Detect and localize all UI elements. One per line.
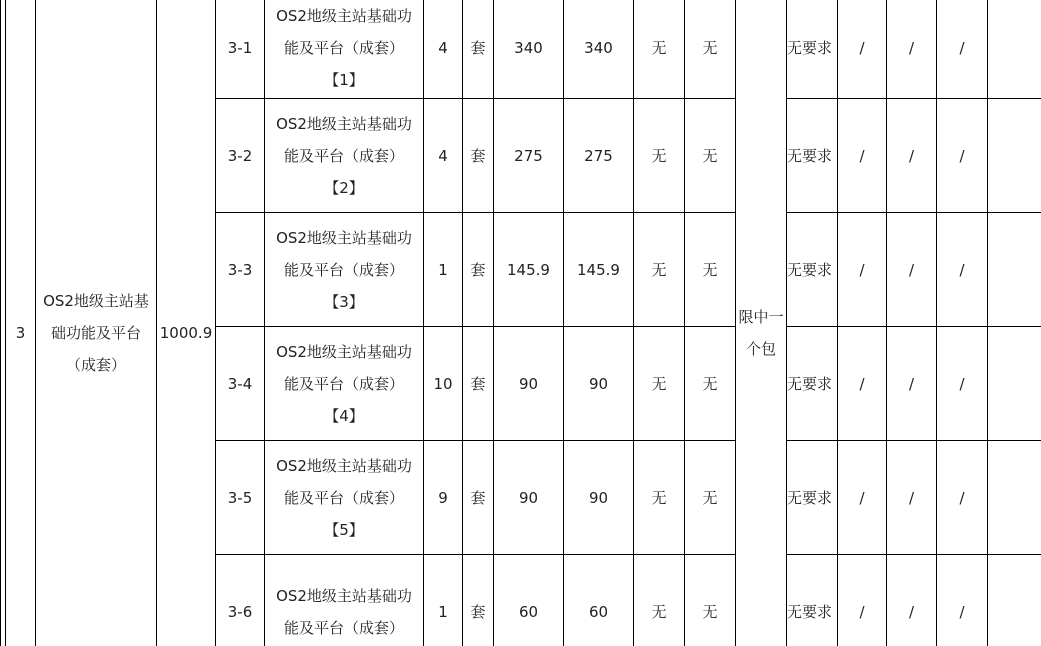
item-name-cell-line: 能及平台（成套） xyxy=(283,374,404,393)
col-a-cell: 无 xyxy=(634,555,685,646)
col-a-cell: 无 xyxy=(634,327,685,441)
slash-cell-1: / xyxy=(838,441,887,555)
item-name-cell-line: 【5】 xyxy=(324,520,364,539)
col-b-cell: 无 xyxy=(685,99,736,213)
total-price-cell: 145.9 xyxy=(564,213,634,327)
slash-cell-3: / xyxy=(937,99,988,213)
requirement-cell: 无要求 xyxy=(787,213,838,327)
empty-cell xyxy=(988,441,1041,555)
item-name-cell-line: OS2地级主站基础功 xyxy=(276,342,412,361)
item-name-cell-line: 【2】 xyxy=(324,178,364,197)
total-price-cell: 60 xyxy=(564,555,634,646)
requirement-cell: 无要求 xyxy=(787,555,838,646)
group-name-cell-line: OS2地级主站基 xyxy=(43,291,149,310)
unit-cell: 套 xyxy=(463,0,494,99)
slash-cell-1: / xyxy=(838,555,887,646)
item-name-cell xyxy=(265,327,424,441)
quantity-cell: 1 xyxy=(424,555,463,646)
package-limit-cell-line: 限中一 xyxy=(738,307,784,326)
slash-cell-3: / xyxy=(937,441,988,555)
slash-cell-2: / xyxy=(887,555,937,646)
group-index-cell: 3 xyxy=(6,0,36,646)
col-a-cell: 无 xyxy=(634,441,685,555)
quantity-cell: 4 xyxy=(424,0,463,99)
slash-cell-3: / xyxy=(937,0,988,99)
row-id-cell: 3-4 xyxy=(216,327,265,441)
col-b-cell: 无 xyxy=(685,327,736,441)
group-name-cell-line: 础功能及平台 xyxy=(50,323,141,342)
item-name-cell-line: OS2地级主站基础功 xyxy=(276,228,412,247)
item-name-cell-line: OS2地级主站基础功 xyxy=(276,456,412,475)
unit-price-cell: 60 xyxy=(494,555,564,646)
item-name-cell-line: 能及平台（成套） xyxy=(283,146,404,165)
empty-cell xyxy=(988,99,1041,213)
slash-cell-2: / xyxy=(887,327,937,441)
total-price-cell: 340 xyxy=(564,0,634,99)
unit-price-cell: 145.9 xyxy=(494,213,564,327)
item-name-cell-line: 能及平台（成套） xyxy=(283,260,404,279)
quantity-cell: 9 xyxy=(424,441,463,555)
unit-price-cell: 275 xyxy=(494,99,564,213)
unit-price-cell: 90 xyxy=(494,441,564,555)
col-b-cell: 无 xyxy=(685,213,736,327)
unit-cell: 套 xyxy=(463,327,494,441)
total-price-cell: 90 xyxy=(564,327,634,441)
item-name-cell xyxy=(265,99,424,213)
item-name-cell-line: 能及平台（成套） xyxy=(283,488,404,507)
slash-cell-3: / xyxy=(937,555,988,646)
quantity-cell: 1 xyxy=(424,213,463,327)
item-name-cell xyxy=(265,555,424,646)
item-name-cell-line: 能及平台（成套） xyxy=(283,38,404,57)
table-row xyxy=(1,0,1041,99)
row-id-cell: 3-2 xyxy=(216,99,265,213)
requirement-cell: 无要求 xyxy=(787,99,838,213)
unit-cell: 套 xyxy=(463,441,494,555)
item-name-cell xyxy=(265,441,424,555)
total-price-cell: 275 xyxy=(564,99,634,213)
item-name-cell xyxy=(265,213,424,327)
empty-cell xyxy=(988,327,1041,441)
item-name-cell-line: 【3】 xyxy=(324,292,364,311)
slash-cell-1: / xyxy=(838,99,887,213)
unit-cell: 套 xyxy=(463,99,494,213)
slash-cell-1: / xyxy=(838,0,887,99)
col-a-cell: 无 xyxy=(634,0,685,99)
requirement-cell: 无要求 xyxy=(787,327,838,441)
row-id-cell: 3-1 xyxy=(216,0,265,99)
empty-cell xyxy=(988,555,1041,646)
group-name-cell-line: （成套） xyxy=(65,355,126,374)
slash-cell-3: / xyxy=(937,213,988,327)
col-b-cell: 无 xyxy=(685,0,736,99)
item-name-cell-line: 能及平台（成套） xyxy=(283,618,404,637)
package-limit-cell-line: 个包 xyxy=(745,339,776,358)
group-budget-cell: 1000.9 xyxy=(157,0,216,646)
requirement-cell: 无要求 xyxy=(787,0,838,99)
item-name-cell-line: OS2地级主站基础功 xyxy=(276,586,412,605)
group-name-cell xyxy=(36,0,157,646)
empty-cell xyxy=(988,0,1041,99)
package-limit-cell xyxy=(736,0,787,646)
slash-cell-2: / xyxy=(887,99,937,213)
slash-cell-3: / xyxy=(937,327,988,441)
col-b-cell: 无 xyxy=(685,555,736,646)
col-a-cell: 无 xyxy=(634,213,685,327)
requirement-cell: 无要求 xyxy=(787,441,838,555)
unit-price-cell: 340 xyxy=(494,0,564,99)
empty-cell xyxy=(988,213,1041,327)
slash-cell-1: / xyxy=(838,213,887,327)
item-name-cell-line: 【1】 xyxy=(324,70,364,89)
row-id-cell: 3-5 xyxy=(216,441,265,555)
item-name-cell-line: 【4】 xyxy=(324,406,364,425)
item-name-cell-line: OS2地级主站基础功 xyxy=(276,6,412,25)
slash-cell-2: / xyxy=(887,213,937,327)
quantity-cell: 4 xyxy=(424,99,463,213)
quantity-cell: 10 xyxy=(424,327,463,441)
slash-cell-2: / xyxy=(887,0,937,99)
total-price-cell: 90 xyxy=(564,441,634,555)
col-b-cell: 无 xyxy=(685,441,736,555)
row-id-cell: 3-3 xyxy=(216,213,265,327)
unit-price-cell: 90 xyxy=(494,327,564,441)
item-name-cell xyxy=(265,0,424,99)
unit-cell: 套 xyxy=(463,213,494,327)
col-a-cell: 无 xyxy=(634,99,685,213)
row-id-cell: 3-6 xyxy=(216,555,265,646)
slash-cell-2: / xyxy=(887,441,937,555)
unit-cell: 套 xyxy=(463,555,494,646)
slash-cell-1: / xyxy=(838,327,887,441)
item-name-cell-line: OS2地级主站基础功 xyxy=(276,114,412,133)
